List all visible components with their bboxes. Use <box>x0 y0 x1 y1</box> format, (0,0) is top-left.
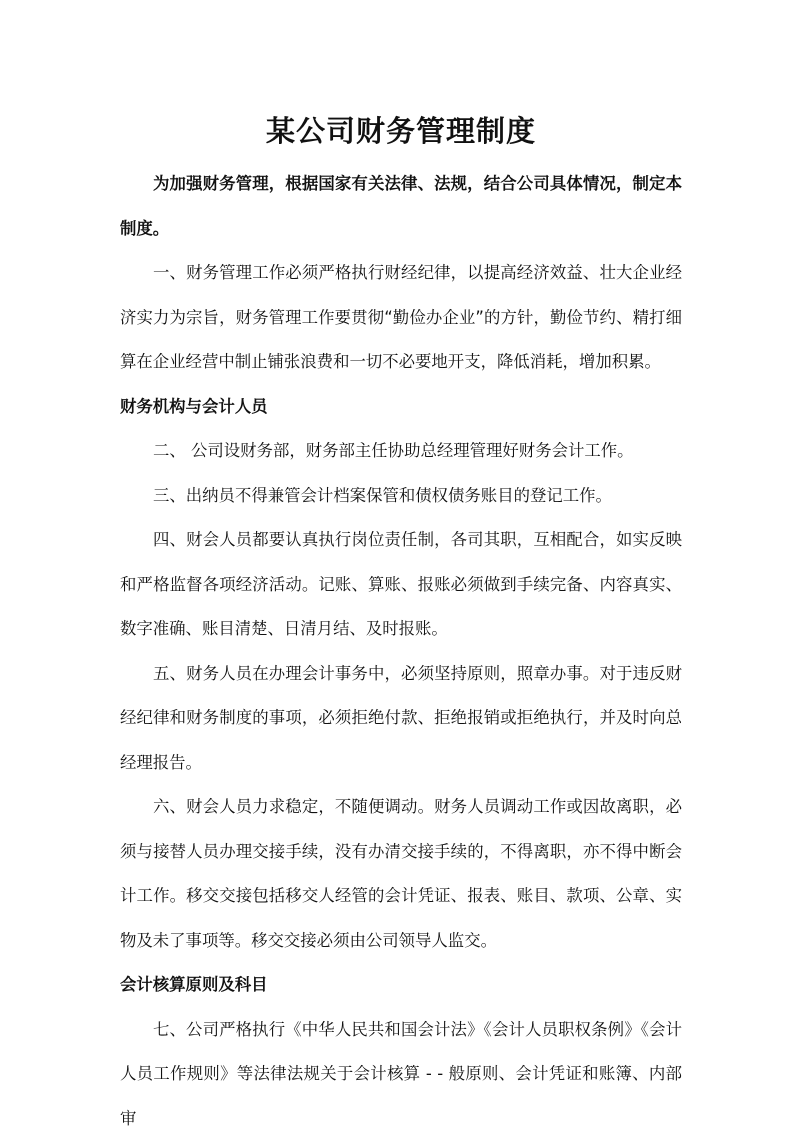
document-title: 某公司财务管理制度 <box>120 0 682 154</box>
clause-2: 二、 公司设财务部，财务部主任协助总经理管理好财务会计工作。 <box>120 429 682 474</box>
clause-5: 五、财务人员在办理会计事务中，必须坚持原则，照章办事。对于违反财经纪律和财务制度的事项，必须拒绝付款、拒绝报销或拒绝执行，并及时向总经理报告。 <box>120 652 682 786</box>
clause-3: 三、出纳员不得兼管会计档案保管和债权债务账目的登记工作。 <box>120 474 682 519</box>
section-heading-finance-staff: 财务机构与会计人员 <box>120 385 682 430</box>
clause-6: 六、财会人员力求稳定，不随便调动。财务人员调动工作或因故离职，必须与接替人员办理交接手续，没有办清交接手续的，不得离职，亦不得中断会计工作。移交交接包括移交人经管的会计凭证、报表、账目、款项、公章、实物及未了事项等。移交交接必须由公司领导人监交。 <box>120 785 682 963</box>
intro-paragraph: 为加强财务管理，根据国家有关法律、法规，结合公司具体情况，制定本制度。 <box>120 162 682 251</box>
clause-1: 一、财务管理工作必须严格执行财经纪律，以提高经济效益、壮大企业经济实力为宗旨，财务管理工作要贯彻“勤俭办企业”的方针，勤俭节约、精打细算在企业经营中制止铺张浪费和一切不必要地开支，降低消耗，增加积累。 <box>120 251 682 385</box>
clause-7: 七、公司严格执行《中华人民共和国会计法》《会计人员职权条例》《会计人员工作规则》等法律法规关于会计核算 - - 般原则、会计凭证和账簿、内部审 <box>120 1008 682 1141</box>
clause-4: 四、财会人员都要认真执行岗位责任制，各司其职，互相配合，如实反映和严格监督各项经济活动。记账、算账、报账必须做到手续完备、内容真实、数字准确、账目清楚、日清月结、及时报账。 <box>120 518 682 652</box>
section-heading-accounting-principles: 会计核算原则及科目 <box>120 963 682 1008</box>
